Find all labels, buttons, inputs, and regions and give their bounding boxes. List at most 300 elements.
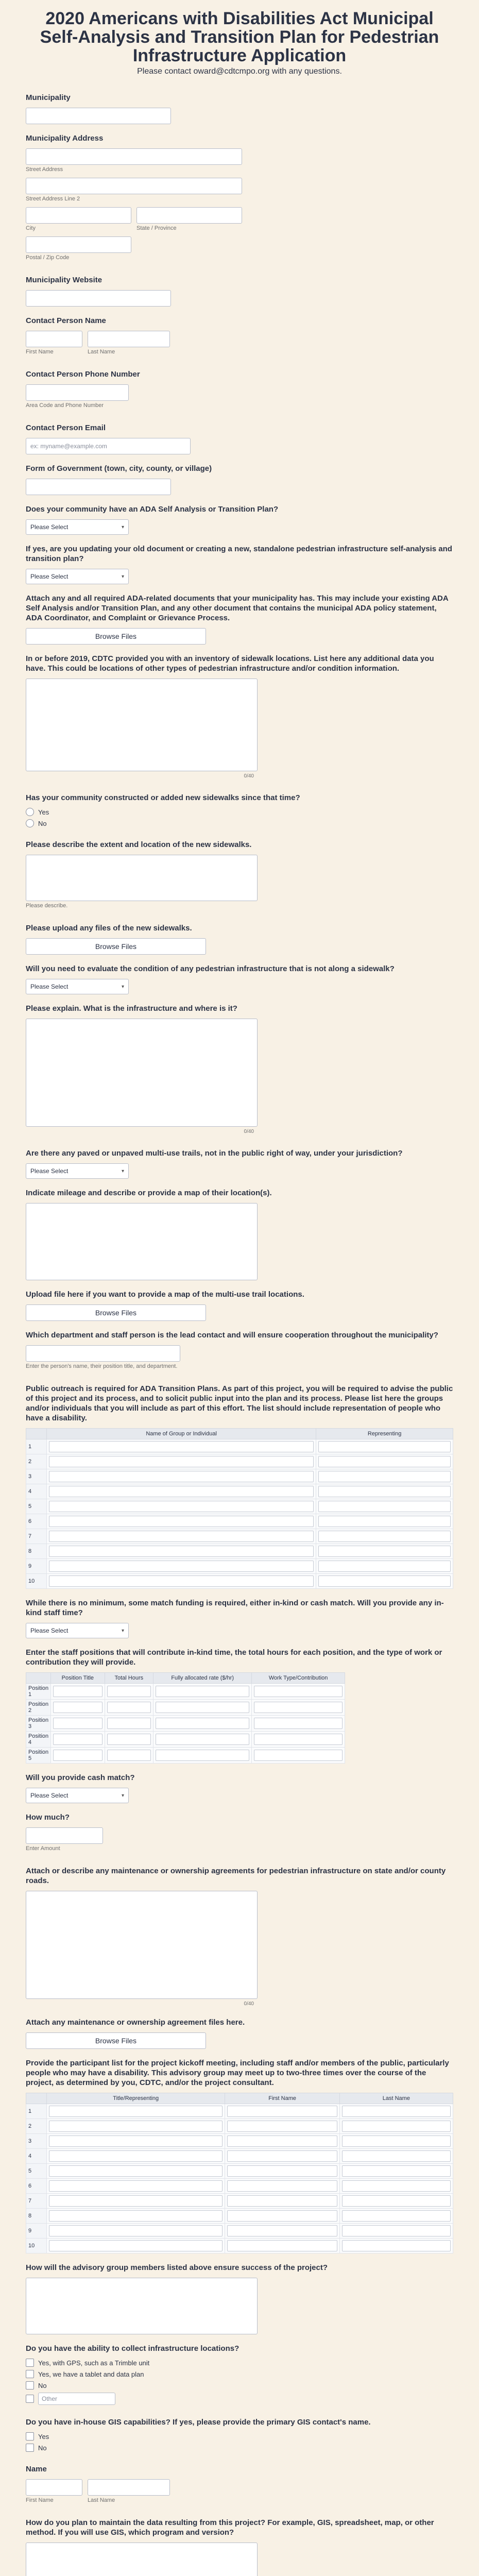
gis-last-name-input[interactable]	[88, 2479, 170, 2496]
outreach-cell	[316, 1559, 453, 1574]
chevron-down-icon: ▾	[121, 524, 124, 530]
maintenance-question	[26, 1859, 453, 2005]
outreach-question	[26, 1377, 453, 1591]
staff-positions-cell	[153, 1732, 252, 1748]
outreach-cell	[47, 1484, 316, 1499]
staff-positions-cell	[252, 1748, 345, 1764]
advisory-row	[26, 2209, 453, 2224]
maintenance-label: Attach or describe any maintenance or ownership agreements for pedestrian infrastructure on state and/or county roads.	[26, 1867, 446, 1885]
advisory-row-header: 6	[26, 2179, 47, 2194]
advisory-cell-input[interactable]	[342, 2180, 451, 2192]
outreach-column-header: Name of Group or Individual	[47, 1429, 316, 1439]
staff-positions-cell	[153, 1716, 252, 1732]
checkbox-icon[interactable]	[26, 2395, 34, 2403]
checkbox-icon[interactable]	[26, 2370, 34, 2378]
outreach-row	[26, 1574, 453, 1589]
advisory-cell	[339, 2104, 453, 2119]
staff-positions-cell-input[interactable]	[53, 1718, 102, 1729]
advisory-cell	[339, 2209, 453, 2224]
gis-last-name-sublabel: Last Name	[88, 2497, 115, 2503]
how-much-sublabel: Enter Amount	[26, 1845, 60, 1852]
staff-positions-cell	[153, 1748, 252, 1764]
advisory-cell-input[interactable]	[49, 2180, 223, 2192]
match-select-value: Please Select	[30, 1627, 69, 1634]
outreach-cell	[316, 1484, 453, 1499]
staff-positions-cell	[252, 1684, 345, 1700]
outreach-cell	[47, 1469, 316, 1484]
cash-match-select-value: Please Select	[30, 1792, 69, 1799]
outreach-cell-input[interactable]	[318, 1486, 451, 1497]
advisory-row-header: 4	[26, 2149, 47, 2164]
staff-positions-table	[26, 1672, 345, 1764]
outreach-row-header: 7	[26, 1529, 47, 1544]
advisory-row	[26, 2104, 453, 2119]
staff-positions-cell-input[interactable]	[254, 1718, 343, 1729]
advisory-row-header: 8	[26, 2209, 47, 2224]
staff-positions-cell	[153, 1700, 252, 1716]
advisory-cell	[339, 2179, 453, 2194]
phone-sublabel: Area Code and Phone Number	[26, 402, 104, 409]
how-much-input[interactable]	[26, 1827, 103, 1844]
staff-positions-cell	[51, 1748, 105, 1764]
staff-positions-cell-input[interactable]	[156, 1686, 249, 1697]
outreach-cell-input[interactable]	[49, 1516, 314, 1527]
postal-input[interactable]	[26, 236, 131, 253]
city-input[interactable]	[26, 207, 131, 224]
staff-positions-cell	[51, 1732, 105, 1748]
staff-positions-cell	[105, 1732, 153, 1748]
staff-positions-cell-input[interactable]	[53, 1750, 102, 1761]
outreach-cell-input[interactable]	[49, 1486, 314, 1497]
new-sidewalks-label: Has your community constructed or added new sidewalks since that time?	[26, 793, 300, 802]
outreach-column-header: Representing	[316, 1429, 453, 1439]
staff-positions-column-header: Fully allocated rate ($/hr)	[153, 1673, 252, 1684]
checkbox-icon[interactable]	[26, 2381, 34, 2389]
cash-match-select[interactable]	[26, 1788, 129, 1803]
staff-positions-row	[26, 1716, 345, 1732]
trail-map-question	[26, 1282, 453, 1323]
advisory-row	[26, 2239, 453, 2253]
contact-email-question	[26, 416, 453, 456]
staff-positions-cell-input[interactable]	[254, 1702, 343, 1713]
radio-icon[interactable]	[26, 808, 34, 816]
outreach-row-header: 1	[26, 1439, 47, 1454]
gis-option-no[interactable]	[26, 2444, 453, 2452]
advisory-question	[26, 2051, 453, 2256]
advisory-cell-input[interactable]	[227, 2136, 337, 2147]
outreach-row-header: 9	[26, 1559, 47, 1574]
outreach-cell	[316, 1439, 453, 1454]
match-select[interactable]	[26, 1623, 129, 1638]
advisory-cell	[225, 2209, 339, 2224]
contact-email-label: Contact Person Email	[26, 423, 106, 432]
staff-positions-row-header: Position 5	[26, 1748, 51, 1764]
staff-positions-row	[26, 1732, 345, 1748]
outreach-row-header: 6	[26, 1514, 47, 1529]
state-input[interactable]	[136, 207, 242, 224]
staff-positions-cell-input[interactable]	[53, 1734, 102, 1745]
advisory-cell	[47, 2179, 225, 2194]
outreach-row-header: 4	[26, 1484, 47, 1499]
explain-infra-char-count: 0/40	[244, 1129, 254, 1134]
advisory-label: Provide the participant list for the project kickoff meeting, including staff and/or members of the public, particularly people who may have a disability. This advisory group may meet up to two-three times over the course of the project, as determined by you, CDTC, and/or the project consultant.	[26, 2059, 449, 2087]
outreach-cell	[47, 1559, 316, 1574]
trails-label: Are there any paved or unpaved multi-use trails, not in the public right of way, under your jurisdiction?	[26, 1149, 403, 1158]
staff-positions-column-header: Position Title	[51, 1673, 105, 1684]
advisory-column-header: Last Name	[339, 2093, 453, 2104]
advisory-cell	[339, 2134, 453, 2149]
advisory-cell-input[interactable]	[227, 2150, 337, 2162]
staff-positions-cell-input[interactable]	[107, 1702, 151, 1713]
trail-mileage-question	[26, 1181, 453, 1282]
dept-staff-input[interactable]	[26, 1345, 180, 1362]
collect-option-gps[interactable]	[26, 2359, 453, 2367]
collect-option-tablet[interactable]	[26, 2370, 453, 2378]
advisory-cell-input[interactable]	[342, 2165, 451, 2177]
new-sidewalks-option-yes[interactable]	[26, 808, 453, 816]
attach-ada-browse-button[interactable]: Browse Files	[26, 628, 206, 645]
advisory-cell-input[interactable]	[342, 2210, 451, 2222]
maintenance-textarea[interactable]	[26, 1891, 258, 2007]
trail-map-browse-button[interactable]: Browse Files	[26, 1304, 206, 1321]
outreach-row-header: 2	[26, 1454, 47, 1469]
explain-infra-textarea[interactable]	[26, 1019, 258, 1134]
address-label: Municipality Address	[26, 134, 104, 143]
city-sublabel: City	[26, 225, 36, 231]
staff-positions-cell-input[interactable]	[107, 1686, 151, 1697]
staff-positions-cell-input[interactable]	[156, 1702, 249, 1713]
staff-positions-label: Enter the staff positions that will contribute in-kind time, the total hours for each position, and the type of work or contribution they will provide.	[26, 1648, 442, 1667]
updating-select[interactable]	[26, 569, 129, 584]
match-label: While there is no minimum, some match funding is required, either in-kind or cash match. Will you provide any in-kind staff time?	[26, 1599, 444, 1617]
advisory-cell	[339, 2164, 453, 2179]
advisory-cell-input[interactable]	[342, 2225, 451, 2236]
advisory-header-row	[26, 2093, 453, 2104]
advisory-corner-cell	[26, 2093, 47, 2104]
outreach-row	[26, 1529, 453, 1544]
last-name-input[interactable]	[88, 331, 170, 347]
advisory-cell-input[interactable]	[49, 2136, 223, 2147]
outreach-row-header: 10	[26, 1574, 47, 1589]
gis-name-question	[26, 2457, 453, 2511]
advisory-row	[26, 2224, 453, 2239]
outreach-cell	[47, 1574, 316, 1589]
gis-question	[26, 2410, 453, 2457]
first-name-input[interactable]	[26, 331, 82, 347]
advisory-cell	[47, 2119, 225, 2134]
updating-label: If yes, are you updating your old document or creating a new, standalone pedestrian infrastructure self-analysis and transition plan?	[26, 545, 452, 563]
how-much-question	[26, 1805, 453, 1859]
advisory-cell-input[interactable]	[227, 2121, 337, 2132]
outreach-cell	[47, 1439, 316, 1454]
staff-positions-cell-input[interactable]	[107, 1718, 151, 1729]
advisory-cell-input[interactable]	[227, 2180, 337, 2192]
staff-positions-cell-input[interactable]	[107, 1750, 151, 1761]
ada-plan-select[interactable]	[26, 519, 129, 535]
advisory-cell-input[interactable]	[227, 2195, 337, 2207]
email-input[interactable]: ex: myname@example.com	[26, 438, 191, 454]
maintenance-char-count: 0/40	[244, 2001, 254, 2007]
trail-map-label: Upload file here if you want to provide a map of the multi-use trail locations.	[26, 1290, 304, 1299]
street-address-input[interactable]	[26, 148, 242, 165]
outreach-cell-input[interactable]	[318, 1501, 451, 1512]
ada-plan-label: Does your community have an ADA Self Analysis or Transition Plan?	[26, 505, 279, 514]
advisory-cell-input[interactable]	[227, 2210, 337, 2222]
outreach-cell-input[interactable]	[49, 1531, 314, 1542]
staff-positions-cell-input[interactable]	[254, 1750, 343, 1761]
staff-positions-cell	[153, 1684, 252, 1700]
chevron-down-icon: ▾	[121, 573, 124, 580]
advisory-row-header: 1	[26, 2104, 47, 2119]
advisory-role-label: How will the advisory group members listed above ensure success of the project?	[26, 2263, 328, 2272]
outreach-cell-input[interactable]	[318, 1575, 451, 1587]
ada-plan-question	[26, 497, 453, 537]
upload-sidewalks-browse-button[interactable]: Browse Files	[26, 938, 206, 955]
advisory-cell	[225, 2119, 339, 2134]
collect-option-other[interactable]	[26, 2393, 453, 2405]
checkbox-icon[interactable]	[26, 2444, 34, 2452]
advisory-cell-input[interactable]	[227, 2225, 337, 2236]
staff-positions-cell-input[interactable]	[156, 1734, 249, 1745]
advisory-cell	[225, 2149, 339, 2164]
outreach-cell	[316, 1454, 453, 1469]
gis-first-name-sublabel: First Name	[26, 2497, 54, 2503]
gov-form-input[interactable]	[26, 479, 171, 495]
staff-positions-cell-input[interactable]	[254, 1686, 343, 1697]
outreach-cell-input[interactable]	[318, 1456, 451, 1467]
outreach-row	[26, 1544, 453, 1559]
outreach-header-row	[26, 1429, 453, 1439]
advisory-table	[26, 2093, 453, 2253]
explain-infra-question	[26, 996, 453, 1133]
trails-select[interactable]	[26, 1163, 129, 1179]
contact-name-label: Contact Person Name	[26, 316, 106, 325]
staff-positions-row	[26, 1700, 345, 1716]
outreach-cell-input[interactable]	[49, 1471, 314, 1482]
advisory-cell	[225, 2194, 339, 2209]
maint-files-browse-button[interactable]: Browse Files	[26, 2032, 206, 2049]
collect-option-no[interactable]	[26, 2381, 453, 2389]
other-input[interactable]: Other	[38, 2393, 115, 2405]
advisory-row	[26, 2194, 453, 2209]
outreach-label: Public outreach is required for ADA Transition Plans. As part of this project, you will be required to advise the public of this project and its process, and to solicit public input into the plan and its process. Please list here the groups and/or individuals that you will include as part of this effort. The list should include representation of people who have a disability.	[26, 1384, 453, 1422]
advisory-cell-input[interactable]	[49, 2106, 223, 2117]
outreach-cell-input[interactable]	[318, 1546, 451, 1557]
inventory-textarea[interactable]	[26, 679, 258, 779]
outreach-cell-input[interactable]	[318, 1471, 451, 1482]
street-address-2-sublabel: Street Address Line 2	[26, 196, 80, 202]
advisory-cell-input[interactable]	[49, 2240, 223, 2251]
advisory-cell	[339, 2194, 453, 2209]
staff-positions-row-header: Position 1	[26, 1684, 51, 1700]
postal-sublabel: Postal / Zip Code	[26, 255, 70, 261]
advisory-cell	[47, 2164, 225, 2179]
advisory-column-header: First Name	[225, 2093, 339, 2104]
staff-positions-row	[26, 1748, 345, 1764]
outreach-cell-input[interactable]	[49, 1546, 314, 1557]
advisory-cell	[47, 2149, 225, 2164]
website-question	[26, 268, 453, 309]
maint-files-label: Attach any maintenance or ownership agreement files here.	[26, 2018, 245, 2027]
staff-positions-cell-input[interactable]	[53, 1686, 102, 1697]
advisory-cell	[225, 2224, 339, 2239]
advisory-cell-input[interactable]	[342, 2136, 451, 2147]
advisory-cell	[339, 2119, 453, 2134]
outreach-cell-input[interactable]	[318, 1441, 451, 1452]
inventory-label: In or before 2019, CDTC provided you with an inventory of sidewalk locations. List here any additional data you have. This could be locations of other types of pedestrian infrastructure and/or condition information.	[26, 654, 434, 673]
advisory-cell	[339, 2239, 453, 2253]
outreach-cell	[316, 1469, 453, 1484]
option-label: No	[38, 2381, 47, 2389]
advisory-cell	[339, 2149, 453, 2164]
chevron-down-icon: ▾	[121, 1792, 124, 1799]
advisory-cell-input[interactable]	[227, 2106, 337, 2117]
staff-positions-cell	[105, 1684, 153, 1700]
street-address-sublabel: Street Address	[26, 166, 63, 173]
staff-positions-row-header: Position 2	[26, 1700, 51, 1716]
website-input[interactable]	[26, 290, 171, 307]
staff-positions-corner-cell	[26, 1673, 51, 1684]
describe-sidewalks-sublabel: Please describe.	[26, 903, 68, 909]
contact-phone-question	[26, 362, 453, 416]
outreach-row	[26, 1559, 453, 1574]
checkbox-icon[interactable]	[26, 2432, 34, 2441]
maintain-data-textarea[interactable]	[26, 2543, 258, 2576]
trails-question	[26, 1133, 453, 1181]
outreach-row-header: 8	[26, 1544, 47, 1559]
outreach-cell-input[interactable]	[49, 1561, 314, 1572]
outreach-cell-input[interactable]	[49, 1501, 314, 1512]
advisory-role-question	[26, 2256, 453, 2336]
advisory-row	[26, 2134, 453, 2149]
upload-sidewalks-label: Please upload any files of the new sidewalks.	[26, 924, 192, 933]
advisory-cell-input[interactable]	[49, 2225, 223, 2236]
attach-ada-label: Attach any and all required ADA-related documents that your municipality has. This may include your existing ADA Self Analysis and/or Transition Plan, and any other document that contains the municipal ADA policy statement, ADA Coordinator, and Complaint or Grievance Process.	[26, 594, 449, 622]
gis-option-yes[interactable]	[26, 2432, 453, 2441]
trail-mileage-textarea[interactable]	[26, 1203, 258, 1280]
how-much-label: How much?	[26, 1813, 70, 1822]
advisory-cell	[225, 2134, 339, 2149]
advisory-cell	[225, 2179, 339, 2194]
describe-sidewalks-question	[26, 833, 453, 916]
outreach-row	[26, 1454, 453, 1469]
outreach-row	[26, 1499, 453, 1514]
advisory-cell-input[interactable]	[342, 2195, 451, 2207]
staff-positions-row-header: Position 3	[26, 1716, 51, 1732]
checkbox-icon[interactable]	[26, 2359, 34, 2367]
spacer	[26, 771, 453, 775]
advisory-cell-input[interactable]	[49, 2210, 223, 2222]
gis-label: Do you have in-house GIS capabilities? If yes, please provide the primary GIS contact's name.	[26, 2418, 371, 2427]
dept-staff-label: Which department and staff person is the lead contact and will ensure cooperation throughout the municipality?	[26, 1331, 438, 1340]
describe-sidewalks-textarea[interactable]	[26, 855, 258, 901]
outreach-cell-input[interactable]	[318, 1531, 451, 1542]
advisory-cell-input[interactable]	[227, 2240, 337, 2251]
advisory-cell-input[interactable]	[342, 2121, 451, 2132]
new-sidewalks-option-no[interactable]	[26, 819, 453, 827]
outreach-cell	[47, 1529, 316, 1544]
staff-positions-cell	[105, 1700, 153, 1716]
advisory-cell-input[interactable]	[49, 2195, 223, 2207]
advisory-cell-input[interactable]	[49, 2150, 223, 2162]
outreach-cell	[47, 1544, 316, 1559]
collect-ability-question	[26, 2336, 453, 2410]
outreach-cell-input[interactable]	[49, 1441, 314, 1452]
advisory-cell-input[interactable]	[49, 2121, 223, 2132]
trail-mileage-label: Indicate mileage and describe or provide a map of their location(s).	[26, 1189, 272, 1197]
outreach-cell-input[interactable]	[49, 1575, 314, 1587]
spacer	[26, 1999, 453, 2003]
staff-positions-cell-input[interactable]	[156, 1718, 249, 1729]
cash-match-label: Will you provide cash match?	[26, 1773, 135, 1782]
municipality-input[interactable]	[26, 108, 171, 124]
new-sidewalks-question	[26, 777, 453, 833]
staff-positions-cell-input[interactable]	[156, 1750, 249, 1761]
advisory-cell-input[interactable]	[342, 2106, 451, 2117]
advisory-row-header: 5	[26, 2164, 47, 2179]
form-subtitle: Please contact oward@cdtcmpo.org with any questions.	[137, 67, 342, 76]
option-label: No	[38, 819, 47, 827]
other-infra-select-value: Please Select	[30, 983, 69, 990]
outreach-cell-input[interactable]	[318, 1516, 451, 1527]
advisory-cell	[225, 2239, 339, 2253]
advisory-cell-input[interactable]	[342, 2240, 451, 2251]
staff-positions-cell-input[interactable]	[53, 1702, 102, 1713]
staff-positions-cell-input[interactable]	[254, 1734, 343, 1745]
outreach-cell	[316, 1529, 453, 1544]
outreach-cell	[316, 1499, 453, 1514]
staff-positions-cell-input[interactable]	[107, 1734, 151, 1745]
gov-form-question	[26, 456, 453, 497]
outreach-cell-input[interactable]	[318, 1561, 451, 1572]
staff-positions-cell	[51, 1716, 105, 1732]
dept-staff-sublabel: Enter the person's name, their position title, and department.	[26, 1363, 178, 1369]
phone-input[interactable]	[26, 384, 129, 401]
street-address-2-input[interactable]	[26, 178, 242, 194]
advisory-row	[26, 2179, 453, 2194]
updating-select-value: Please Select	[30, 573, 69, 580]
outreach-cell	[316, 1544, 453, 1559]
radio-icon[interactable]	[26, 819, 34, 827]
outreach-row	[26, 1469, 453, 1484]
advisory-cell	[225, 2104, 339, 2119]
updating-question	[26, 537, 453, 586]
outreach-table	[26, 1428, 453, 1589]
gis-first-name-input[interactable]	[26, 2479, 82, 2496]
spacer	[26, 1127, 453, 1131]
state-sublabel: State / Province	[136, 225, 177, 231]
outreach-row-header: 3	[26, 1469, 47, 1484]
advisory-cell-input[interactable]	[49, 2165, 223, 2177]
advisory-table-body	[26, 2104, 453, 2253]
option-label: Yes, with GPS, such as a Trimble unit	[38, 2359, 150, 2367]
advisory-role-textarea[interactable]	[26, 2278, 258, 2334]
gis-name-label: Name	[26, 2465, 47, 2473]
staff-positions-column-header: Total Hours	[105, 1673, 153, 1684]
advisory-row	[26, 2119, 453, 2134]
staff-positions-cell	[51, 1700, 105, 1716]
first-name-sublabel: First Name	[26, 349, 54, 355]
address-question	[26, 126, 453, 268]
staff-positions-cell	[252, 1732, 345, 1748]
advisory-row	[26, 2164, 453, 2179]
outreach-cell-input[interactable]	[49, 1456, 314, 1467]
inventory-question	[26, 647, 453, 777]
other-infra-select[interactable]	[26, 979, 129, 994]
advisory-cell	[225, 2164, 339, 2179]
advisory-cell-input[interactable]	[227, 2165, 337, 2177]
advisory-cell-input[interactable]	[342, 2150, 451, 2162]
